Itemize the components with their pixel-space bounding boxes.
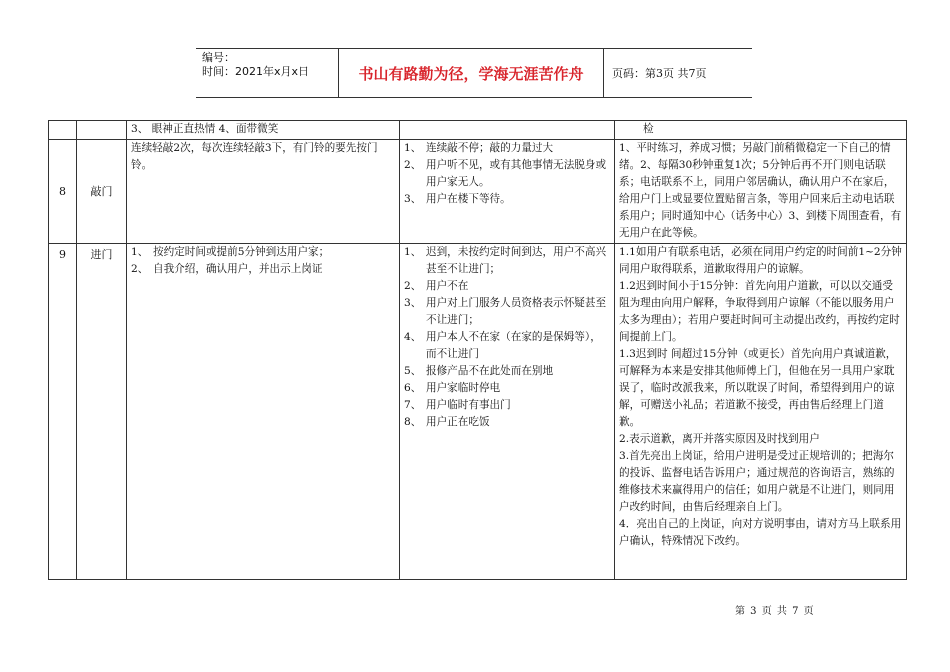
item-text: 用户对上门服务人员资格表示怀疑甚至不让进门； [426,297,607,326]
table-row [49,244,907,580]
list-item [131,244,395,261]
row-number: 9 [49,244,77,580]
header-meta [196,49,339,97]
item-text: 用户本人不在家（在家的是保姆等），而不让进门 [426,331,601,360]
item-number: 4、 [404,331,422,343]
item-number: 1、 [404,246,422,258]
solution-paragraph: 4．亮出自己的上岗证，向对方说明事由，请对方马上联系用户确认，特殊情况下改约。 [619,518,902,547]
list-item [404,329,610,363]
list-item [404,278,610,295]
list-item [131,261,395,278]
solution-cell [615,121,907,140]
item-number: 1、 [131,246,149,258]
item-number: 2、 [404,280,422,292]
solution-paragraph: 1.3迟到时 间超过15分钟（或更长）首先向用户真诚道歉，可解释为本来是安排其他师傅上门，但他在另一具用户家耽误了，临时改派我来，所以耽误了时间，希望得到用户的谅解，可赠送小礼品；若道歉不接受，再由售后经理上门道歉。 [619,348,897,428]
standard-cell: 3、 眼神正直热情 4、面带微笑 [127,121,400,140]
issues-list [404,244,610,431]
table-cell [77,121,127,140]
standard-cell [127,244,400,580]
item-number: 5、 [404,365,422,377]
issues-list [404,140,610,208]
document-time: 时间：2021年x月x日 [202,65,310,78]
header-page [604,49,752,97]
item-text: 报修产品不在此处而在别地 [426,365,554,377]
list-item [404,244,610,278]
solution-cell [615,244,907,580]
table-row [49,140,907,244]
solution-text: 检 [643,123,654,135]
item-number: 2、 [404,159,422,171]
table-row-continued [49,121,907,140]
issues-cell [400,244,615,580]
item-text: 用户家临时停电 [426,382,501,394]
page-info: 第3页 共7页 [645,67,707,80]
item-text: 自我介绍，确认用户，并出示上岗证 [153,263,323,275]
standard-list [131,244,395,278]
solution-paragraph: 2.表示道歉，离开并落实原因及时找到用户 [619,433,820,445]
list-item [404,414,610,431]
issues-cell [400,140,615,244]
item-text: 用户正在吃饭 [426,416,490,428]
document-number-label: 编号： [202,51,235,64]
list-item [404,363,610,380]
item-text: 按约定时间或提前5分钟到达用户家； [153,246,330,258]
list-item [404,397,610,414]
item-number: 6、 [404,382,422,394]
step-name: 进门 [77,244,127,580]
solution-paragraph: 1.1如用户有联系电话，必须在同用户约定的时间前1~2分钟同用户取得联系，道歉取得用户的谅解。 [619,246,902,275]
list-item [404,191,610,208]
procedure-table [48,120,907,580]
item-number: 7、 [404,399,422,411]
step-name: 敲门 [77,140,127,244]
row-number: 8 [49,140,77,244]
list-item [404,140,610,157]
item-text: 用户不在 [426,280,469,292]
item-text: 连续敲不停；敲的力量过大 [426,142,554,154]
page-label: 页码： [612,67,645,80]
standard-cell: 连续轻敲2次，每次连续轻敲3下，有门铃的要先按门铃。 [127,140,400,244]
solution-paragraph: 3.首先亮出上岗证，给用户进明是受过正规培训的；把海尔的投诉、监督电话告诉用户；通过规范的咨询语言，熟练的维修技术来赢得用户的信任；如用户就是不让进门，则同用户改约时间，由售后经理亲自上门。 [619,450,895,513]
page-header [196,48,752,98]
item-text: 迟到，未按约定时间到达，用户不高兴甚至不让进门； [426,246,607,275]
item-number: 1、 [404,142,422,154]
list-item [404,157,610,191]
issues-cell [400,121,615,140]
solution-paragraph: 1.2迟到时间小于15分钟：首先向用户道歉，可以以交通受阻为理由向用户解释，争取得到用户谅解（不能以服务用户太多为理由）；若用户要赶时间可主动提出改约，再按约定时间提前上门。 [619,280,900,343]
solution-cell: 1、平时练习，养成习惯；另敲门前稍微稳定一下自己的情绪。2、每隔30秒钟重复1次；5分钟后再不开门则电话联系；电话联系不上，同用户邻居确认，确认用户不在家后，给用户门上或显要位置贴留言条，等用户回来后主动电话联系用户；同时通知中心（话务中心）3、到楼下周围查看，有无用户在此等候。 [615,140,907,244]
item-text: 用户听不见，或有其他事情无法脱身或用户家无人。 [426,159,607,188]
item-number: 2、 [131,263,149,275]
table-cell [49,121,77,140]
item-number: 3、 [404,193,422,205]
list-item [404,380,610,397]
item-number: 8、 [404,416,422,428]
item-text: 用户临时有事出门 [426,399,511,411]
header-motto: 书山有路勤为径，学海无涯苦作舟 [339,49,604,97]
page-footer: 第 3 页 共 7 页 [735,606,815,617]
item-text: 用户在楼下等待。 [426,193,511,205]
list-item [404,295,610,329]
item-number: 3、 [404,297,422,309]
